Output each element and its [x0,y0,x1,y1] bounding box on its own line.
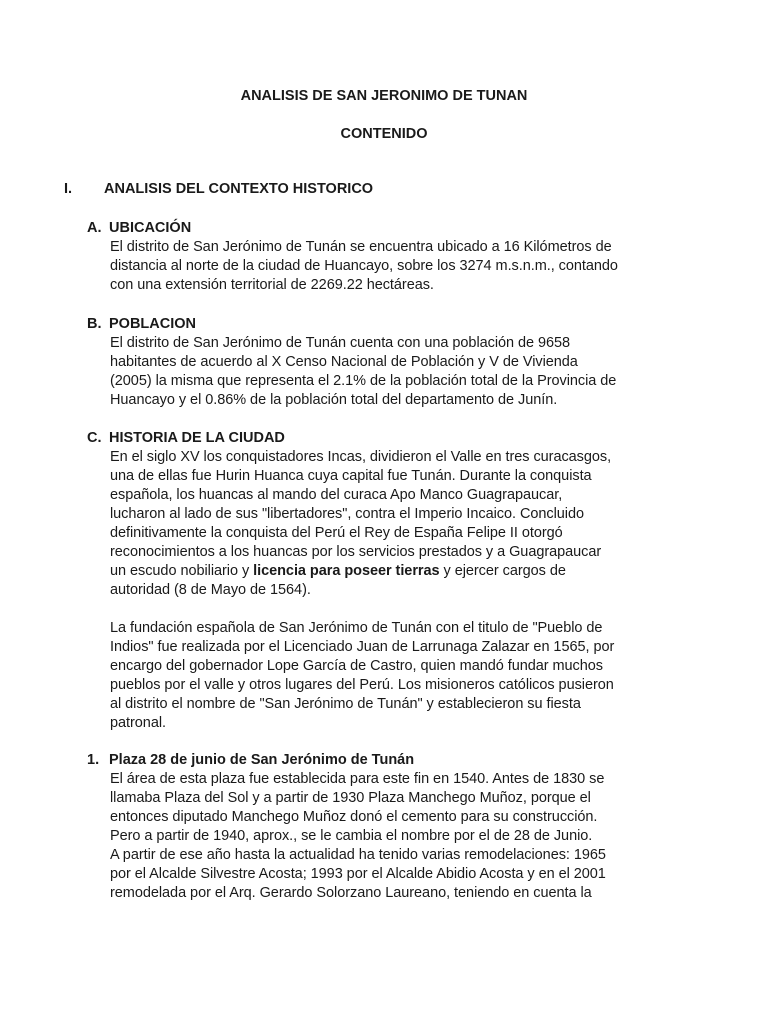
ubicacion-heading [87,219,667,238]
plaza-title: Plaza 28 de junio de San Jerónimo de Tunán [109,752,415,768]
plaza-line: entonces diputado Manchego Muñoz donó el cemento para su construcción. [110,809,598,825]
historia-text: un escudo nobiliario y [110,563,254,579]
section-i-number: I. [64,181,73,197]
plaza-line: El área de esta plaza fue establecida para este fin en 1540. Antes de 1830 se [110,771,605,787]
section-ubicacion [87,219,667,295]
poblacion-line: El distrito de San Jerónimo de Tunán cuenta con una población de 9658 [110,335,571,351]
section-i-title: ANALISIS DEL CONTEXTO HISTORICO [104,181,374,197]
historia-text: y ejercer cargos de [439,563,566,579]
historia-line: La fundación española de San Jerónimo de Tunán con el titulo de "Pueblo de [110,620,603,636]
section-i-heading [64,181,373,197]
historia-line: pueblos por el valle y otros lugares del Perú. Los misioneros católicos pusieron [110,677,614,693]
plaza-heading [87,751,667,770]
ubicacion-line: distancia al norte de la ciudad de Huancayo, sobre los 3274 m.s.n.m., contando [110,258,618,274]
ubicacion-number: A. [87,220,102,236]
historia-line: En el siglo XV los conquistadores Incas, dividieron el Valle en tres curacasgos, [110,449,612,465]
historia-line: autoridad (8 de Mayo de 1564). [110,582,311,598]
document-title: ANALISIS DE SAN JERONIMO DE TUNAN [240,88,528,104]
plaza-line: A partir de ese año hasta la actualidad ha tenido varias remodelaciones: 1965 [110,847,606,863]
section-historia [87,429,667,733]
historia-line: lucharon al lado de sus "libertadores", contra el Imperio Incaico. Concluido [110,506,584,522]
poblacion-line: Huancayo y el 0.86% de la población total del departamento de Junín. [110,392,558,408]
historia-line: Indios" fue realizada por el Licenciado Juan de Larrunaga Zalazar en 1565, por [110,639,615,655]
historia-line [87,562,667,581]
plaza-line: llamaba Plaza del Sol y a partir de 1930 Plaza Manchego Muñoz, porque el [110,790,591,806]
historia-line: al distrito el nombre de "San Jerónimo de Tunán" y establecieron su fiesta [110,696,581,712]
historia-line: definitivamente la conquista del Perú el Rey de España Felipe II otorgó [110,525,563,541]
poblacion-number: B. [87,316,102,332]
poblacion-line: (2005) la misma que representa el 2.1% de la población total de la Provincia de [110,373,617,389]
contents-heading: CONTENIDO [340,126,428,142]
historia-bold-text: licencia para poseer tierras [253,563,440,579]
historia-line: encargo del gobernador Lope García de Castro, quien mandó fundar muchos [110,658,603,674]
ubicacion-line: El distrito de San Jerónimo de Tunán se encuentra ubicado a 16 Kilómetros de [110,239,612,255]
ubicacion-title: UBICACIÓN [109,220,192,236]
plaza-line: por el Alcalde Silvestre Acosta; 1993 por el Alcalde Abidio Acosta y en el 2001 [110,866,606,882]
historia-heading [87,429,667,448]
poblacion-heading [87,315,667,334]
plaza-line: Pero a partir de 1940, aprox., se le cambia el nombre por el de 28 de Junio. [110,828,593,844]
plaza-number: 1. [87,752,100,768]
historia-line: española, los huancas al mando del curaca Apo Manco Guagrapaucar, [110,487,563,503]
poblacion-line: habitantes de acuerdo al X Censo Nacional de Población y V de Vivienda [110,354,578,370]
section-poblacion [87,315,667,410]
historia-line: patronal. [110,715,166,731]
historia-number: C. [87,430,102,446]
ubicacion-line: con una extensión territorial de 2269.22 hectáreas. [110,277,434,293]
poblacion-title: POBLACION [109,316,196,332]
section-plaza [87,751,667,903]
historia-title: HISTORIA DE LA CIUDAD [109,430,285,446]
plaza-line: remodelada por el Arq. Gerardo Solorzano Laureano, teniendo en cuenta la [110,885,592,901]
historia-line: reconocimientos a los huancas por los servicios prestados y a Guagrapaucar [110,544,602,560]
historia-line: una de ellas fue Hurin Huanca cuya capital fue Tunán. Durante la conquista [110,468,592,484]
